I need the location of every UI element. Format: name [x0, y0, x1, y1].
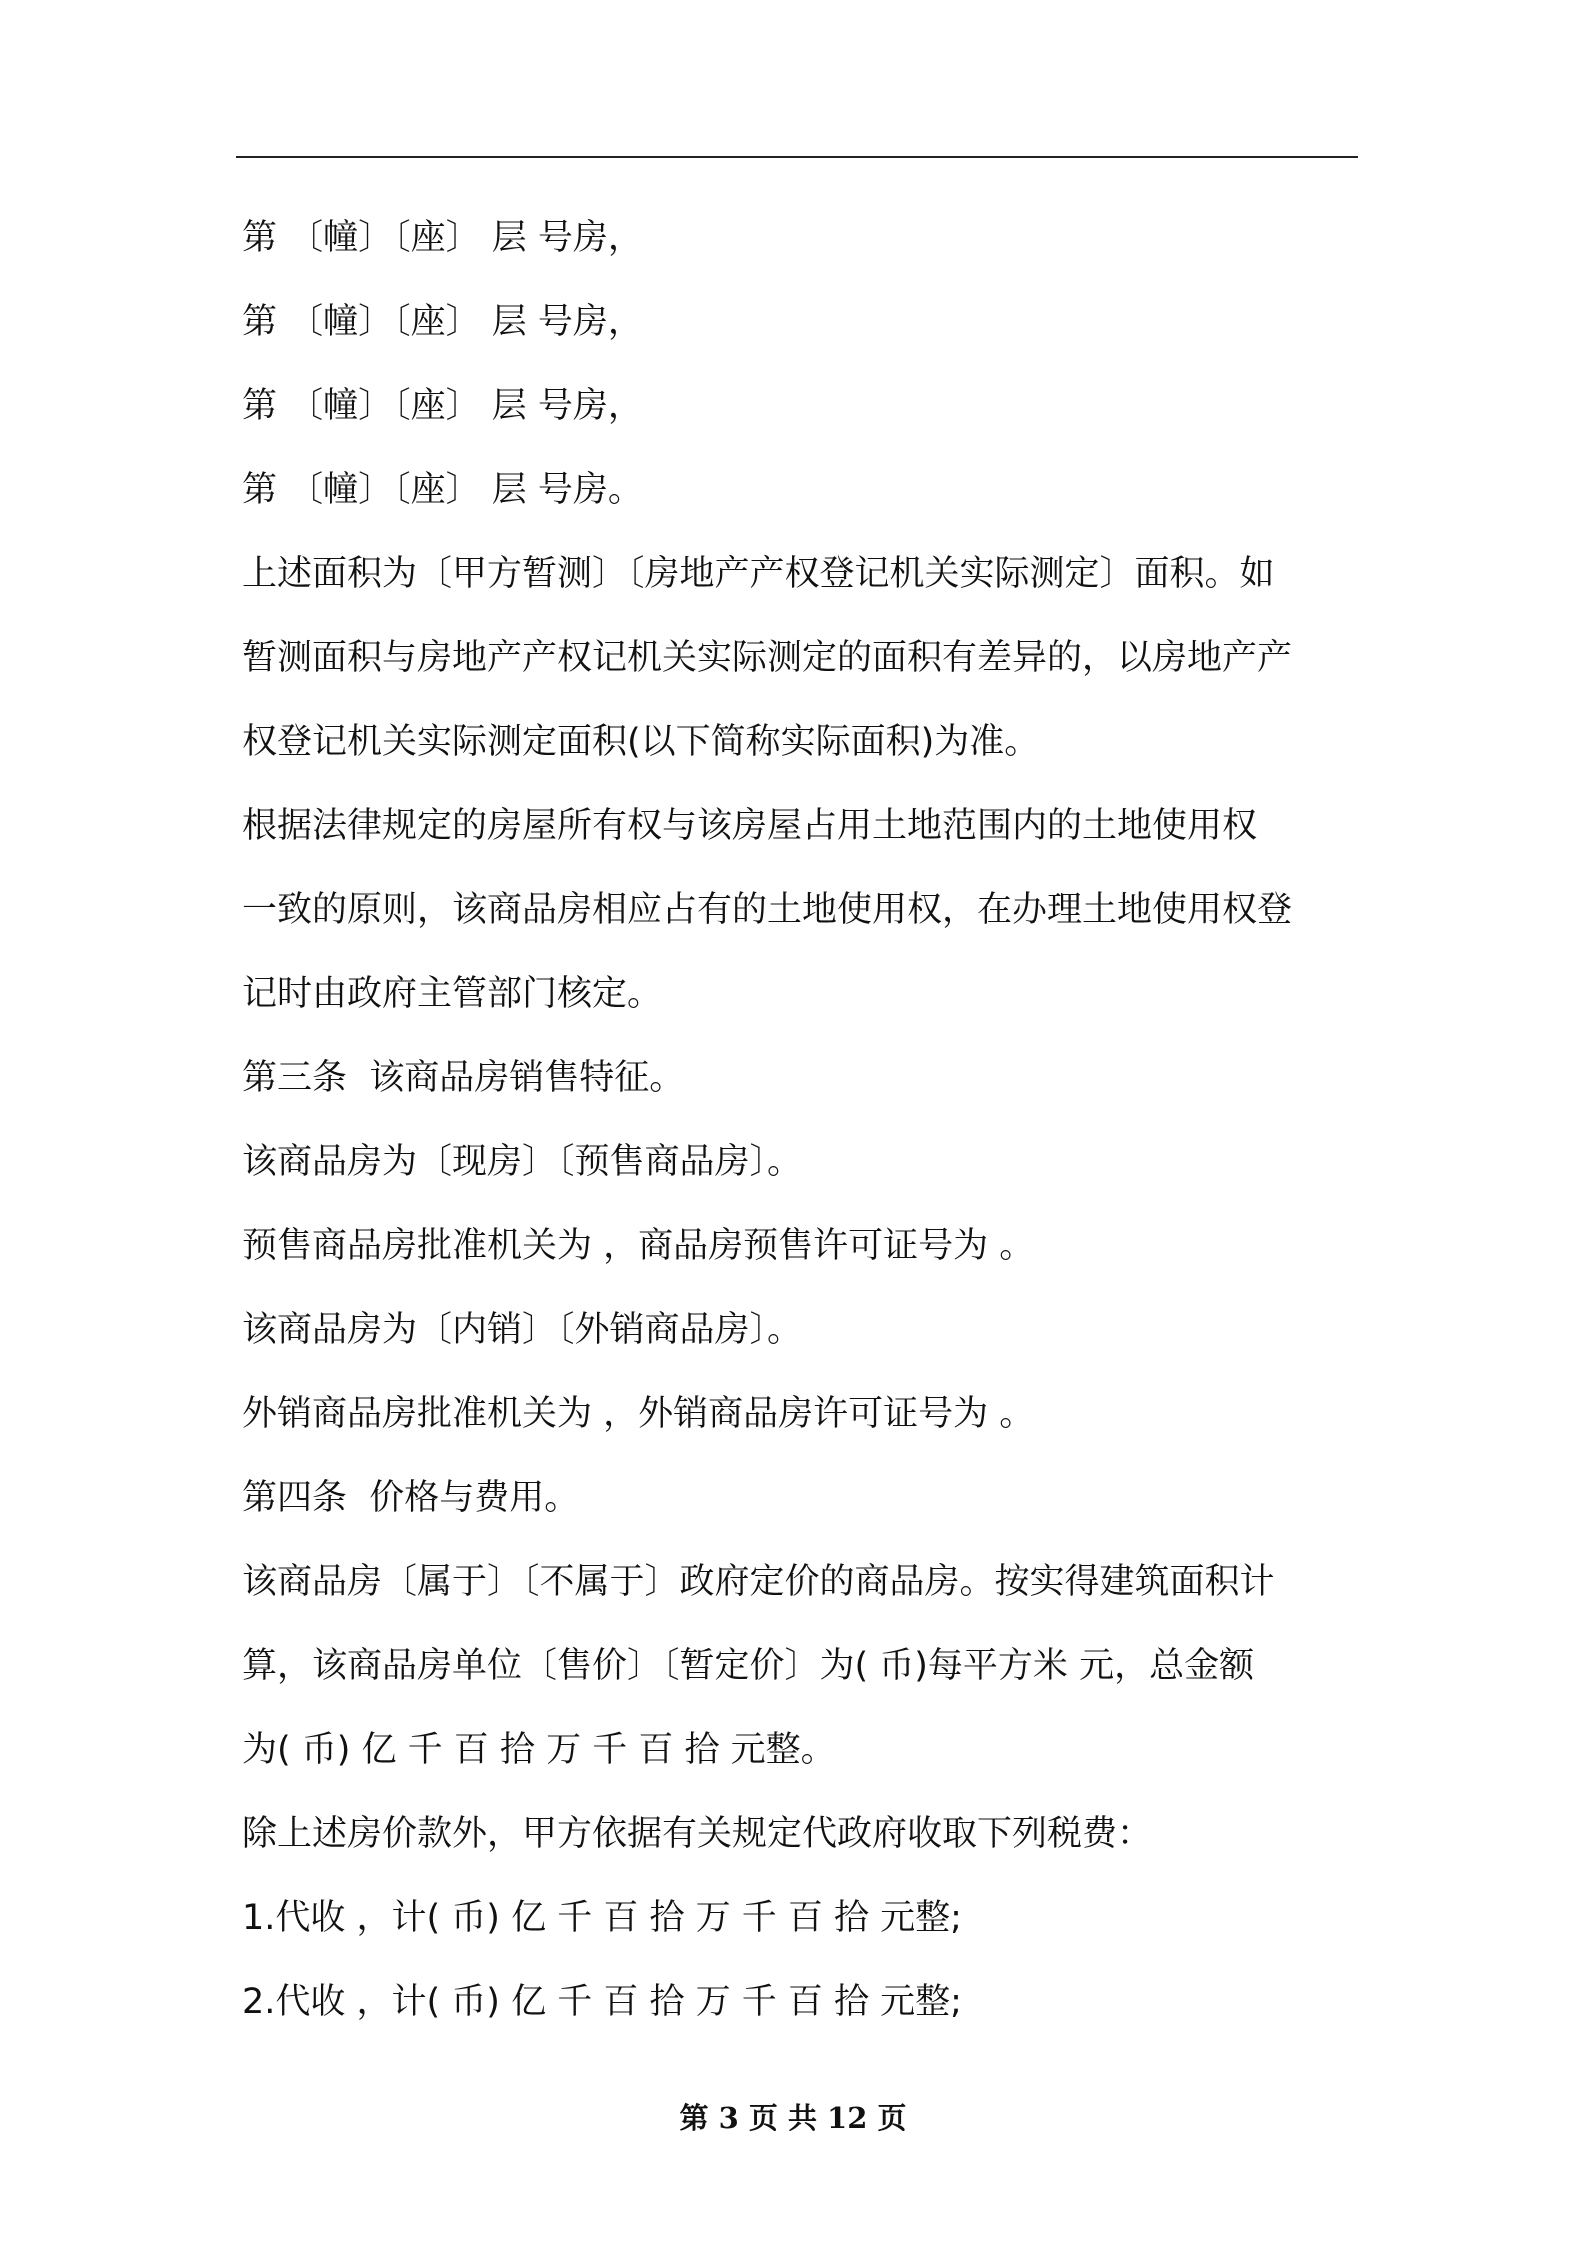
text-line: 根据法律规定的房屋所有权与该房屋占用土地范围内的土地使用权: [242, 806, 1258, 846]
document-body: [242, 196, 1358, 2044]
section-heading: 第三条 该商品房销售特征。: [242, 1058, 685, 1098]
text-line: 外销商品房批准机关为 ，外销商品房许可证号为 。: [242, 1394, 1035, 1434]
text-line: 第 〔幢〕〔座〕 层 号房，: [242, 218, 643, 258]
page-number: 第 3 页 共 12 页: [679, 2101, 907, 2135]
text-line: 算，该商品房单位〔售价〕〔暂定价〕为( 币)每平方米 元，总金额: [242, 1646, 1255, 1686]
text-line: 记时由政府主管部门核定。: [242, 974, 663, 1014]
text-line: 为( 币) 亿 千 百 拾 万 千 百 拾 元整。: [242, 1730, 836, 1770]
text-line: 该商品房为〔内销〕〔外销商品房〕。: [242, 1310, 803, 1350]
text-line: 第 〔幢〕〔座〕 层 号房。: [242, 470, 643, 510]
text-line: 第 〔幢〕〔座〕 层 号房，: [242, 302, 643, 342]
text-line: 权登记机关实际测定面积(以下简称实际面积)为准。: [242, 722, 1040, 762]
text-line: 该商品房〔属于〕〔不属于〕政府定价的商品房。按实得建筑面积计: [242, 1562, 1275, 1602]
text-line: 除上述房价款外，甲方依据有关规定代政府收取下列税费：: [242, 1814, 1153, 1854]
text-line: 1.代收 ，计( 币) 亿 千 百 拾 万 千 百 拾 元整;: [242, 1898, 962, 1938]
text-line: 该商品房为〔现房〕〔预售商品房〕。: [242, 1142, 803, 1182]
text-line: 上述面积为〔甲方暂测〕〔房地产产权登记机关实际测定〕面积。如: [242, 554, 1275, 594]
text-line: 2.代收 ，计( 币) 亿 千 百 拾 万 千 百 拾 元整;: [242, 1982, 962, 2022]
header-rule: [236, 156, 1358, 158]
text-line: 预售商品房批准机关为 ，商品房预售许可证号为 。: [242, 1226, 1035, 1266]
text-line: 暂测面积与房地产产权记机关实际测定的面积有差异的，以房地产产: [242, 638, 1293, 678]
text-line: 一致的原则，该商品房相应占有的土地使用权，在办理土地使用权登: [242, 890, 1293, 930]
section-heading: 第四条 价格与费用。: [242, 1478, 580, 1518]
text-line: 第 〔幢〕〔座〕 层 号房，: [242, 386, 643, 426]
